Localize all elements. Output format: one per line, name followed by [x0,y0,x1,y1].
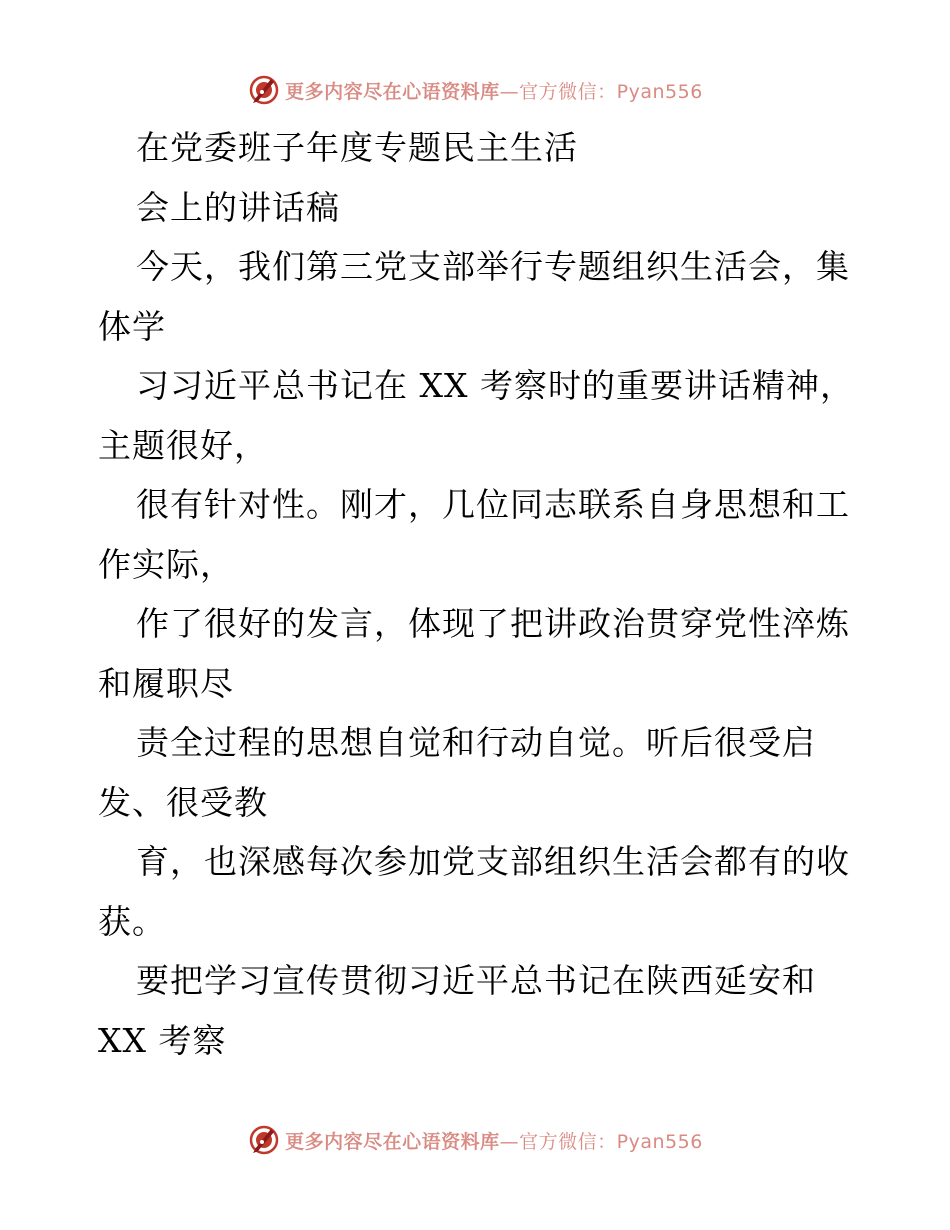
body-line-9: 责全过程的思想自觉和行动自觉。听后很受启 [136,723,816,762]
body-line-7: 作了很好的发言，体现了把讲政治贯穿党性淬炼 [136,604,850,643]
body-line-4: 主题很好， [98,425,268,465]
body-line-11: 育，也深感每次参加党支部组织生活会都有的收 [136,842,850,881]
footer-watermark [0,1120,950,1160]
header-separator: — [499,80,520,103]
footer-contact-text: 官方微信：Pyan556 [519,1130,703,1153]
body-line-2: 体学 [98,306,166,346]
body-line-14: XX 考察 [98,1020,227,1060]
body-line-3: 习习近平总书记在 XX 考察时的重要讲话精神， [136,366,854,405]
document-title-line-2: 会上的讲话稿 [136,187,340,227]
header-watermark-inner [247,73,703,107]
body-line-10: 发、很受教 [98,782,268,822]
footer-brand-text: 更多内容尽在心语资料库 [285,1130,500,1153]
header-brand-text: 更多内容尽在心语资料库 [285,80,500,103]
body-line-5: 很有针对性。刚才，几位同志联系自身思想和工 [136,485,850,524]
brush-pen-logo-icon [247,73,281,107]
header-watermark [0,70,950,110]
footer-watermark-text [285,1127,703,1154]
header-contact-text: 官方微信：Pyan556 [519,80,703,103]
body-line-1: 今天，我们第三党支部举行专题组织生活会，集 [136,247,850,286]
footer-watermark-inner [247,1123,703,1157]
document-body [98,118,858,1070]
body-line-12: 获。 [98,901,166,941]
body-line-6: 作实际， [98,544,234,584]
header-watermark-text [285,77,703,104]
document-title-line-1: 在党委班子年度专题民主生活 [136,128,578,167]
footer-separator: — [499,1130,520,1153]
brush-pen-logo-icon [247,1123,281,1157]
body-line-13: 要把学习宣传贯彻习近平总书记在陕西延安和 [136,961,816,1000]
body-line-8: 和履职尽 [98,663,234,703]
